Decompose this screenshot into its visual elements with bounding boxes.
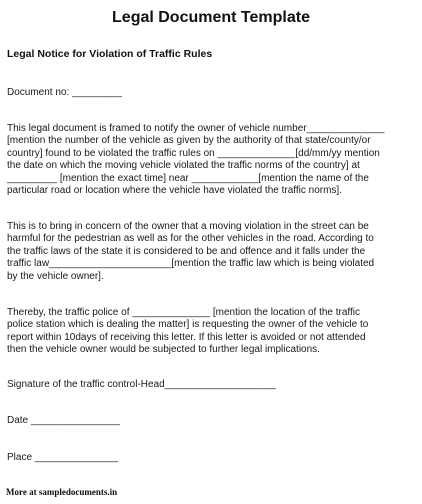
paragraph-line: the traffic laws of the state it is considered to be and offence and it falls under the [7,245,366,257]
paragraph-line: report within 10days of receiving this letter. If this letter is avoided or not attended [7,331,366,343]
paragraph-line: _________ [mention the exact time] near ____________[mention the name of the [7,172,369,184]
paragraph-line: particular road or location where the vehicle have violated the traffic norms]. [7,185,342,197]
paragraph-line: [mention the number of the vehicle as given by the authority of that state/county/or [7,135,371,147]
document-title: Legal Document Template [112,9,310,26]
paragraph-line: traffic law______________________[mention the traffic law which is being violated [7,258,375,270]
paragraph-line: by the vehicle owner]. [7,270,104,282]
paragraph-line: harmful for the pedestrian as well as for the other vehicles in the road. According to [7,233,374,245]
paragraph-line: then the vehicle owner would be subjected to further legal implications. [7,344,320,356]
paragraph-line: This is to bring in concern of the owner that a moving violation in the street can be [7,221,369,232]
document-number-line: Document no: _________ [7,87,123,98]
paragraph-line: This legal document is framed to notify the owner of vehicle number______________ [7,123,385,134]
paragraph-line: police station which is dealing the matter] is requesting the owner of the vehicle to [7,319,369,331]
paragraph-line: Thereby, the traffic police of ______________ [mention the location of the traffic [7,307,361,318]
paragraph-notice [7,123,417,197]
paragraph-request [7,307,417,357]
place-line: Place _______________ [7,452,119,463]
paragraph-line: the date on which the moving vehicle violated the traffic norms of the country] at [7,160,360,172]
signature-line: Signature of the traffic control-Head____________________ [7,379,276,390]
paragraph-concern [7,221,417,283]
paragraph-line: country] found to be violated the traffic rules on ______________[dd/mm/yy mention [7,147,380,159]
footer-source: More at sampledocuments.in [6,487,118,497]
date-line: Date ________________ [7,415,120,426]
document-subtitle: Legal Notice for Violation of Traffic Rules [7,48,213,60]
